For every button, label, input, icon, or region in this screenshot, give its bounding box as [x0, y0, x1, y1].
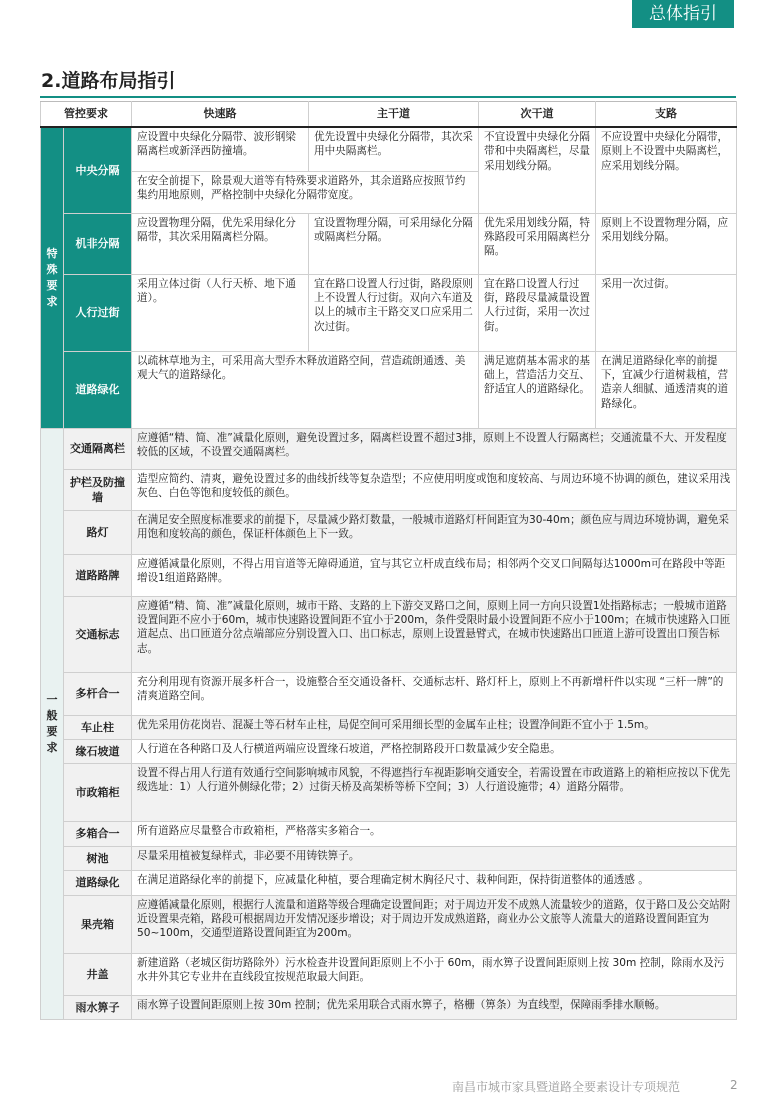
row-label: 井盖 — [64, 953, 132, 995]
row-text: 充分利用现有资源开展多杆合一，设施整合至交通设备杆、交通标志杆、路灯杆上，原则上不再新增杆件以实现 “三杆一牌”的清爽道路空间。 — [132, 672, 737, 715]
row-text: 在满足道路绿化率的前提下，应减量化种植，要合理确定树木胸径尺寸、栽种间距，保持街道整体的通透感 。 — [132, 870, 737, 895]
row-label: 机非分隔 — [64, 213, 132, 274]
table-row — [41, 953, 737, 995]
page-title: 2.道路布局指引 — [41, 70, 176, 92]
table-row — [41, 739, 737, 763]
table-row — [41, 127, 737, 171]
row-label: 车止柱 — [64, 715, 132, 739]
table-row — [41, 995, 737, 1019]
row-text: 在满足安全照度标准要求的前提下，尽量减少路灯数量，一般城市道路灯杆间距宜为30-40m；颜色应与周边环境协调，避免采用饱和度较高的颜色，保证杆体颜色上下一致。 — [132, 510, 737, 554]
road-layout-table — [40, 101, 737, 1020]
row-label: 路灯 — [64, 510, 132, 554]
cell-secondary: 满足遮荫基本需求的基础上，营造活力交互、舒适宜人的道路绿化。 — [479, 351, 596, 428]
cell-expressway: 应设置物理分隔，优先采用绿化分隔带，其次采用隔离栏分隔。 — [132, 213, 309, 274]
col-header-expressway: 快速路 — [132, 102, 309, 128]
section-badge: 总体指引 — [632, 0, 734, 28]
table-header-row — [41, 102, 737, 128]
row-text: 造型应简约、清爽，避免设置过多的曲线折线等复杂造型；不应使用明度或饱和度较高、与周边环境不协调的颜色，建议采用浅灰色、白色等饱和度较低的颜色。 — [132, 469, 737, 510]
cell-expressway: 应设置中央绿化分隔带、波形钢梁隔离栏或新泽西防撞墙。 — [132, 127, 309, 171]
footer-title: 南昌市城市家具暨道路全要素设计专项规范 — [452, 1080, 681, 1094]
group-label-special: 特殊要求 — [41, 127, 64, 428]
cell-arterial: 宜在路口设置人行过街，路段原则上不设置人行过街。双向六车道及以上的城市主干路交叉口应采用二次过街。 — [309, 274, 479, 351]
table-row — [41, 351, 737, 428]
row-label: 中央分隔 — [64, 127, 132, 213]
cell-arterial: 优先设置中央绿化分隔带，其次采用中央隔离栏。 — [309, 127, 479, 171]
col-header-branch: 支路 — [596, 102, 737, 128]
row-text: 优先采用仿花岗岩、混凝土等石材车止柱，局促空间可采用细长型的金属车止柱；设置净间距不宜小于 1.5m。 — [132, 715, 737, 739]
cell-expressway-arterial: 以疏林草地为主，可采用高大型乔木释放道路空间，营造疏朗通透、美观大气的道路绿化。 — [132, 351, 479, 428]
table-row — [41, 510, 737, 554]
row-text: 所有道路应尽量整合市政箱柜，严格落实多箱合一。 — [132, 821, 737, 846]
row-label: 缘石坡道 — [64, 739, 132, 763]
cell-branch: 原则上不设置物理分隔，应采用划线分隔。 — [596, 213, 737, 274]
row-text: 应遵循“精、简、准”减量化原则，避免设置过多，隔离栏设置不超过3排，原则上不设置人行隔离栏；交通流量不大、开发程度较低的区域，不设置交通隔离栏。 — [132, 428, 737, 469]
table-row — [41, 821, 737, 846]
cell-arterial: 宜设置物理分隔，可采用绿化分隔或隔离栏分隔。 — [309, 213, 479, 274]
cell-branch: 在满足道路绿化率的前提下，宜减少行道树栽植，营造亲人细腻、通透清爽的道路绿化。 — [596, 351, 737, 428]
table-row — [41, 428, 737, 469]
row-text: 应遵循减量化原则，不得占用盲道等无障碍通道，宜与其它立杆成直线布局；相邻两个交叉口间隔每达1000m可在路段中等距增设1组道路路牌。 — [132, 554, 737, 596]
row-text: 人行道在各种路口及人行横道两端应设置缘石坡道，严格控制路段开口数量减少安全隐患。 — [132, 739, 737, 763]
title-rule — [40, 96, 736, 98]
row-text: 雨水箅子设置间距原则上按 30m 控制；优先采用联合式雨水箅子，格栅（箅条）为直线型，保障雨季排水顺畅。 — [132, 995, 737, 1019]
cell-secondary: 宜在路口设置人行过街，路段尽量减量设置人行过街，采用一次过街。 — [479, 274, 596, 351]
table-row — [41, 715, 737, 739]
cell-secondary: 不宜设置中央绿化分隔带和中央隔离栏，尽量采用划线分隔。 — [479, 127, 596, 213]
row-text: 应遵循减量化原则，根据行人流量和道路等级合理确定设置间距；对于周边开发不成熟人流量较少的道路，仅于路口及公交站附近设置果壳箱，路段可根据周边开发情况逐步增设；对于周边开发成熟道路，商业办公文旅等人流量大的道路设置间距宜为50~100m，交通型道路设置间距宜为200m。 — [132, 895, 737, 953]
row-label: 雨水箅子 — [64, 995, 132, 1019]
cell-secondary: 优先采用划线分隔，特殊路段可采用隔离栏分隔。 — [479, 213, 596, 274]
row-label: 护栏及防撞墙 — [64, 469, 132, 510]
row-label: 果壳箱 — [64, 895, 132, 953]
row-label: 多杆合一 — [64, 672, 132, 715]
table-row — [41, 213, 737, 274]
row-label: 树池 — [64, 846, 132, 870]
table-row — [41, 274, 737, 351]
table-row — [41, 596, 737, 672]
col-header-secondary: 次干道 — [479, 102, 596, 128]
row-label: 交通标志 — [64, 596, 132, 672]
table-row — [41, 672, 737, 715]
row-label: 市政箱柜 — [64, 763, 132, 821]
table-row — [41, 846, 737, 870]
row-label: 人行过街 — [64, 274, 132, 351]
row-text: 新建道路（老城区街坊路除外）污水检查井设置间距原则上不小于 60m，雨水箅子设置间距原则上按 30m 控制，除雨水及污水井外其它专业井在直线段宜按规范取最大间距。 — [132, 953, 737, 995]
row-label: 道路路牌 — [64, 554, 132, 596]
row-label: 交通隔离栏 — [64, 428, 132, 469]
cell-branch: 采用一次过街。 — [596, 274, 737, 351]
page-number: 2 — [730, 1078, 738, 1092]
row-text: 应遵循“精、简、准”减量化原则，城市干路、支路的上下游交叉路口之间，原则上同一方向只设置1处指路标志；一般城市道路设置间距不应小于60m，城市快速路设置间距不宜小于200m，条件受限时最小设置间距不应小于100m；在城市快速路入口匝道起点、出口匝道分岔点端部应分别设置入口、出口标志，原则上设置悬臂式，在城市快速路出口匝道上游可设置出口预告标志。 — [132, 596, 737, 672]
row-label: 多箱合一 — [64, 821, 132, 846]
table-row — [41, 554, 737, 596]
cell-expressway: 采用立体过街（人行天桥、地下通道）。 — [132, 274, 309, 351]
group-label-general: 一般要求 — [41, 428, 64, 1019]
table-row — [41, 870, 737, 895]
table-row — [41, 469, 737, 510]
table-row — [41, 763, 737, 821]
row-label: 道路绿化 — [64, 351, 132, 428]
col-header-arterial: 主干道 — [309, 102, 479, 128]
row-text: 设置不得占用人行道有效通行空间影响城市风貌，不得遮挡行车视距影响交通安全，若需设置在市政道路上的箱柜应按以下优先级选址：1）人行道外侧绿化带；2）过街天桥及高架桥等桥下空间；3）人行道设施带；4）道路分隔带。 — [132, 763, 737, 821]
table-row — [41, 895, 737, 953]
row-label: 道路绿化 — [64, 870, 132, 895]
cell-note: 在安全前提下，除景观大道等有特殊要求道路外，其余道路应按照节约集约用地原则，严格控制中央绿化分隔带宽度。 — [132, 171, 479, 213]
cell-branch: 不应设置中央绿化分隔带，原则上不设置中央隔离栏，应采用划线分隔。 — [596, 127, 737, 213]
row-text: 尽量采用植被复绿样式，非必要不用铸铁箅子。 — [132, 846, 737, 870]
col-header-control: 管控要求 — [41, 102, 132, 128]
